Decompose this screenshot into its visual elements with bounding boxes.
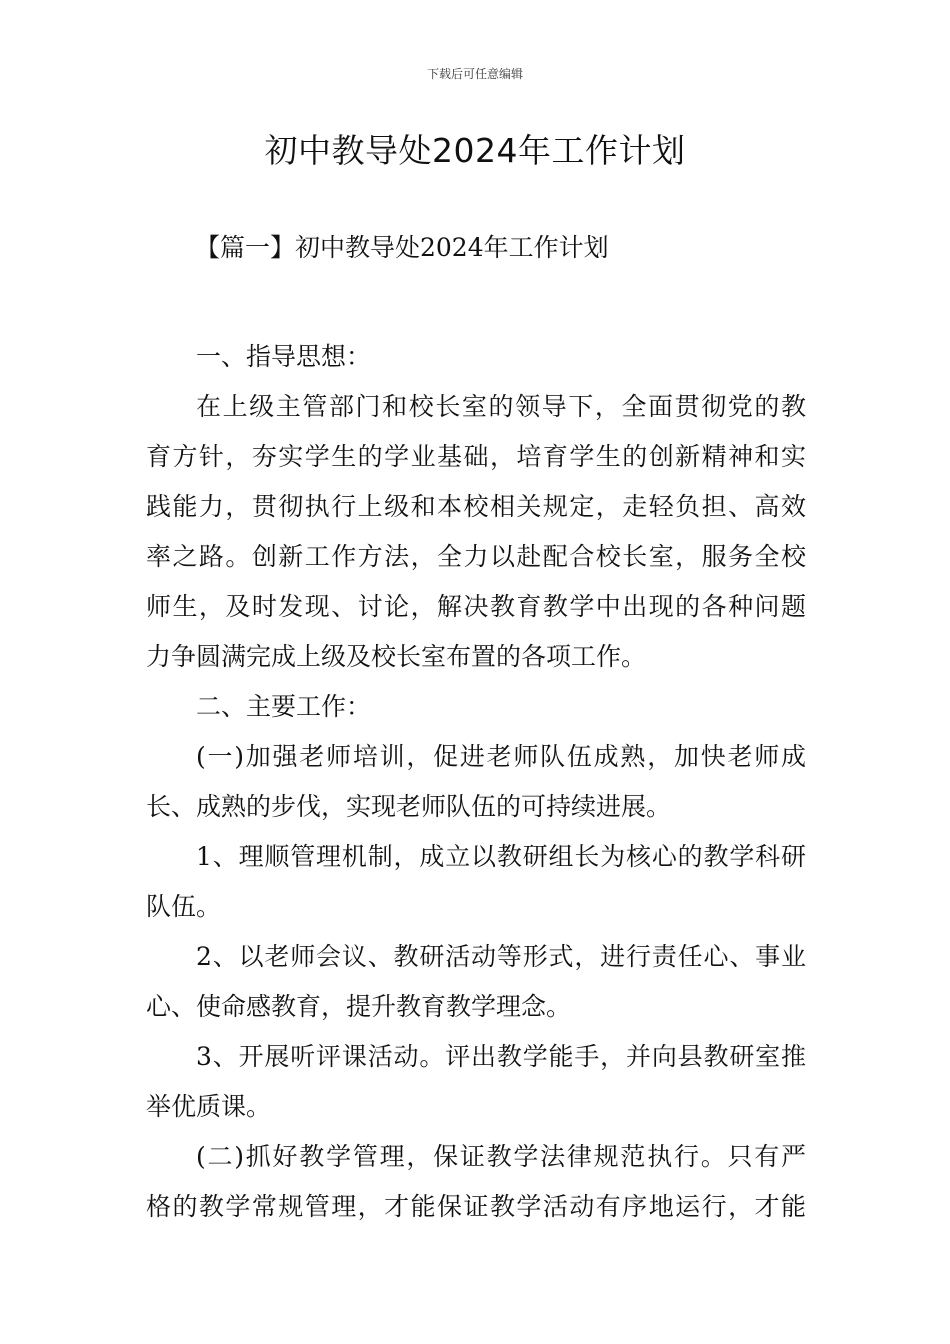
main-work-heading bbox=[146, 682, 806, 732]
section-title: 【篇一】初中教导处2024年工作计划 bbox=[195, 233, 609, 262]
guiding-body bbox=[146, 382, 806, 682]
paragraph-line: 1、理顺管理机制，成立以教研组长为核心的教学科研 bbox=[196, 842, 806, 871]
paragraph-line: 二、主要工作： bbox=[196, 692, 372, 721]
header-note: 下载后可任意编辑 bbox=[426, 67, 523, 81]
paragraph-line: 育方针，夯实学生的学业基础，培育学生的创新精神和实 bbox=[146, 442, 806, 471]
paragraph-line: 队伍。 bbox=[146, 892, 222, 921]
paragraph-line: 践能力，贯彻执行上级和本校相关规定，走轻负担、高效 bbox=[146, 492, 806, 521]
paragraph-line: 3、开展听评课活动。评出教学能手，并向县教研室推 bbox=[196, 1042, 806, 1071]
paragraph-line: 格的教学常规管理，才能保证教学活动有序地运行，才能 bbox=[146, 1192, 806, 1221]
guiding-heading bbox=[146, 332, 806, 382]
paragraph-line: 一、指导思想： bbox=[196, 342, 372, 371]
paragraph-line: 力争圆满完成上级及校长室布置的各项工作。 bbox=[146, 642, 647, 671]
paragraph-line: 率之路。创新工作方法，全力以赴配合校长室，服务全校 bbox=[146, 542, 806, 571]
paragraph-line: (一)加强老师培训，促进老师队伍成熟，加快老师成 bbox=[196, 742, 806, 771]
point-3 bbox=[146, 1032, 806, 1132]
paragraph-line: (二)抓好教学管理，保证教学法律规范执行。只有严 bbox=[196, 1142, 806, 1171]
document-body bbox=[146, 332, 806, 1232]
item-two bbox=[146, 1132, 806, 1232]
paragraph-line: 心、使命感教育，提升教育教学理念。 bbox=[146, 992, 572, 1021]
paragraph-line: 2、以老师会议、教研活动等形式，进行责任心、事业 bbox=[196, 942, 806, 971]
point-1 bbox=[146, 832, 806, 932]
document-title: 初中教导处2024年工作计划 bbox=[264, 131, 686, 170]
paragraph-line: 师生，及时发现、讨论，解决教育教学中出现的各种问题 bbox=[146, 592, 806, 621]
item-one bbox=[146, 732, 806, 832]
paragraph-line: 长、成熟的步伐，实现老师队伍的可持续进展。 bbox=[146, 792, 672, 821]
paragraph-line: 在上级主管部门和校长室的领导下，全面贯彻党的教 bbox=[196, 392, 806, 421]
paragraph-line: 举优质课。 bbox=[146, 1092, 272, 1121]
point-2 bbox=[146, 932, 806, 1032]
